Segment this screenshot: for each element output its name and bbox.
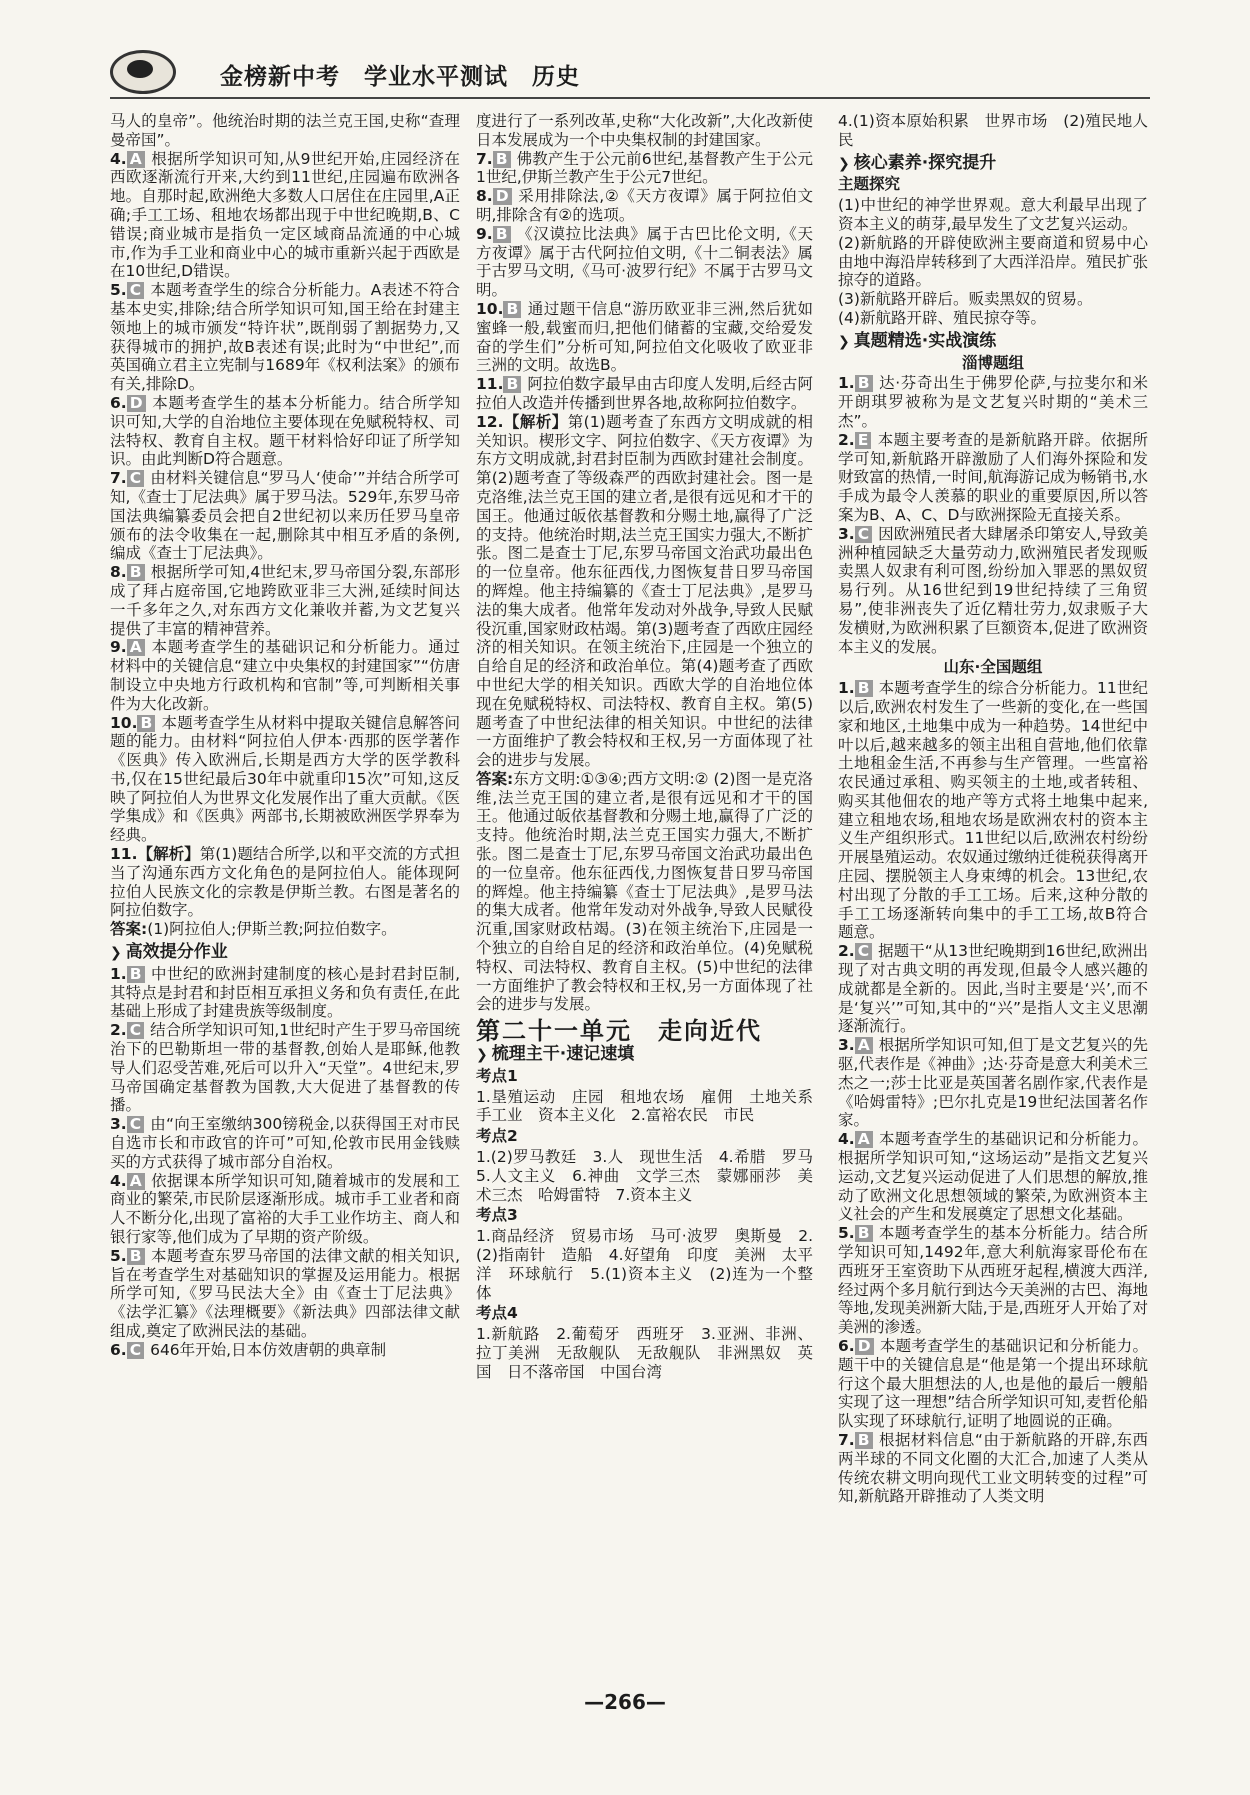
paragraph: 马人的皇帝”。他统治时期的法兰克王国,史称“查理曼帝国”。 (110, 112, 460, 149)
answer-item: 7. C 由材料关键信息“罗马人‘使命’”并结合所学可知,《查士丁尼法典》属于罗马法。529年,东罗马帝国法典编纂委员会把自2世纪初以来历任罗马皇帝颁布的法令收集在一起,删除其中相互矛盾的条例,编成《查士丁尼法典》。 (110, 469, 460, 563)
answer-item: 4. A 本题考查学生的基础识记和分析能力。根据所学知识可知,“这场运动”是指文艺复兴运动,文艺复兴运动促进了人们思想的解放,推动了欧洲文化思想领域的繁荣,为欧洲资本主义社会的产生和发展奠定了思想文化基础。 (838, 1130, 1148, 1224)
page-header (0, 0, 1250, 112)
paragraph: (2)新航路的开辟使欧洲主要商道和贸易中心由地中海沿岸转移到了大西洋沿岸。殖民扩张掠夺的道路。 (838, 233, 1149, 290)
answer-item: 2. C 结合所学知识可知,1世纪时产生于罗马帝国统治下的巴勒斯坦一带的基督教,创始人是耶稣,他教导人们忍受苦难,死后可以升入“天堂”。4世纪末,罗马帝国确定基督教为国教,大大促进了基督教的传播。 (110, 1021, 460, 1115)
paragraph: (1)中世纪的神学世界观。意大利最早出现了资本主义的萌芽,最早发生了文艺复兴运动。 (838, 196, 1148, 233)
publisher-logo (110, 50, 176, 94)
answer-item: 2. C 据题干“从13世纪晚期到16世纪,欧洲出现了对古典文明的再发现,但最令人感兴趣的成就都是全新的。因此,当时主要是‘兴’,而不是‘复兴’”可知,其中的“兴”是指人文主义思潮逐渐流行。 (838, 942, 1148, 1036)
answer-item: 9. B 《汉谟拉比法典》属于古巴比伦文明,《天方夜谭》属于古代阿拉伯文明,《十二铜表法》属于古罗马文明,《马可·波罗行纪》不属于古罗马文明。 (476, 224, 813, 300)
answer-item: 5. B 本题考查学生的基本分析能力。结合所学知识可知,1492年,意大利航海家哥伦布在西班牙王室资助下从西班牙起程,横渡大西洋,经过两个多月航行到达今天美洲的古巴、海地等地,发现美洲新大陆,于是,西班牙人开始了对美洲的渗透。 (838, 1224, 1149, 1337)
answer-item: 4. A 根据所学知识可知,从9世纪开始,庄园经济在西欧逐渐流行开来,大约到11世纪,庄园遍布欧洲各地。自那时起,欧洲绝大多数人口居住在庄园里,A正确;手工工场、租地农场都出现于中世纪晚期,B、C错误;商业城市是指负一定区域商品流通的中心城市,作为手工业和商业中心的城市重新兴起于西欧是在10世纪,D错误。 (110, 149, 460, 281)
subheading: 主题探究 (838, 175, 901, 194)
paragraph: (3)新航路开辟后。贩卖黑奴的贸易。 (838, 290, 1093, 309)
answer-item: 9. A 本题考查学生的基础识记和分析能力。通过材料中的关键信息“建立中央集权的封建国家”“仿唐制设立中央地方行政机构和官制”等,可判断相关事件为大化改新。 (110, 638, 460, 713)
answer-item: 4. A 依据课本所学知识可知,随着城市的发展和工商业的繁荣,市民阶层逐渐形成。城市手工业者和商人不断分化,出现了富裕的大手工业作坊主、商人和银行家等,他们成为了早期的资产阶级。 (110, 1171, 460, 1247)
answer-item: 1. B 中世纪的欧洲封建制度的核心是封君封臣制,其特点是封君和封臣相互承担义务和负有责任,在此基础上形成了封建贵族等级制度。 (110, 964, 460, 1021)
answer-item: 5. C 本题考查学生的综合分析能力。A表述不符合基本史实,排除;结合所学知识可知,国王给在封建主领地上的城市颁发“特许状”,既削弱了割据势力,又获得城市的拥护,故B表述有误;此时为“中世纪”,而英国确立君主立宪制与1689年《权利法案》的颁布有关,排除D。 (110, 281, 460, 394)
paragraph: 1.商品经济 贸易市场 马可·波罗 奥斯曼 2.(2)指南针 造船 4.好望角 印度 美洲 太平洋 环球航行 5.(1)资本主义 (2)连为一个整体 (476, 1227, 813, 1302)
answer-item: 1. B 本题考查学生的综合分析能力。11世纪以后,欧洲农村发生了一些新的变化,在一些国家和地区,土地集中成为一种趋势。14世纪中叶以后,越来越多的领主出租自营地,他们依靠土地租金生活,不再参与生产管理。一些富裕农民通过承租、购买领主的土地,或者转租、购买其他佃农的地产等方式将土地集中起来,建立租地农场,租地农场是欧洲农村的资本主义生产组织形式。11世纪以后,欧洲农村纷纷开展垦殖运动。农奴通过缴纳迁徙税获得离开庄园、摆脱领主人身束缚的机会。13世纪,农村出现了分散的手工工场。后来,这种分散的手工工场逐渐转向集中的手工工场,故B符合题意。 (838, 679, 1149, 942)
column-3 (838, 112, 1148, 1506)
answer-item: 2. E 本题主要考查的是新航路开辟。依据所学可知,新航路开辟激励了人们海外探险和发财致富的热情,一时间,航海游记成为畅销书,水手成为最令人羡慕的职业的重要原因,所以答案为B、A、C、D与欧洲探险无直接关系。 (838, 430, 1148, 524)
answer-item: 3. C 由“向王室缴纳300镑税金,以获得国王对市民自选市长和市政官的许可”可知,伦敦市民用金钱赎买的方式获得了城市部分自治权。 (110, 1115, 460, 1171)
answer-item: 3. A 根据所学知识可知,但丁是文艺复兴的先驱,代表作是《神曲》;达·芬奇是意大利美术三杰之一;莎士比亚是英国著名剧作家,代表作是《哈姆雷特》;巴尔扎克是19世纪法国著名作家。 (838, 1036, 1148, 1130)
header-divider (110, 97, 1150, 99)
topic-label: 考点1 (476, 1066, 518, 1085)
answer-item: 7. B 佛教产生于公元前6世纪,基督教产生于公元1世纪,伊斯兰教产生于公元7世纪。 (476, 149, 813, 187)
answer-item: 6. C 646年开始,日本仿效唐朝的典章制 (110, 1340, 387, 1359)
column-1 (110, 112, 460, 1360)
topic-label: 考点3 (476, 1206, 518, 1225)
column-2 (476, 112, 829, 1382)
answer-item: 8. D 采用排除法,②《天方夜谭》属于阿拉伯文明,排除含有②的选项。 (476, 187, 813, 224)
answer-item: 5. B 本题考查东罗马帝国的法律文献的相关知识,旨在考查学生对基础知识的掌握及运用能力。根据所学可知,《罗马民法大全》由《查士丁尼法典》《法学汇纂》《法理概要》《新法典》四部法律文献组成,奠定了欧洲民法的基础。 (110, 1246, 460, 1340)
page-number: —266— (584, 1690, 666, 1714)
answer-item: 10. B 本题考查学生从材料中提取关键信息解答问题的能力。由材料“阿拉伯人伊本·西那的医学著作《医典》传入欧洲后,长期是西方大学的医学教科书,仅在15世纪最后30年中就重印15次”可知,这反映了阿拉伯人为世界文化发展作出了重大贡献。《医学集成》和《医典》两部书,长期被欧洲医学界奉为经典。 (110, 713, 460, 845)
answer-item: 11. B 阿拉伯数字最早由古印度人发明,后经古阿拉伯人改造并传播到世界各地,故称阿拉伯数字。 (476, 375, 813, 412)
paragraph: 1.垦殖运动 庄园 租地农场 雇佣 土地关系 手工业 资本主义化 2.富裕农民 市民 (476, 1087, 829, 1125)
paragraph: 1.新航路 2.葡萄牙 西班牙 3.亚洲、非洲、拉丁美洲 无敌舰队 无敌舰队 非洲黑奴 英国 日不落帝国 中国台湾 (476, 1325, 813, 1381)
answer-item: 10. B 通过题干信息“游历欧亚非三洲,然后犹如蜜蜂一般,载蜜而归,把他们储蓄的宝藏,交给爱发奋的学生们”分析可知,阿拉伯文化吸收了欧亚非三洲的文明。故选B。 (476, 299, 813, 375)
topic-label: 考点2 (476, 1127, 518, 1146)
section-heading: ❯ 梳理主干·速记速填 (476, 1044, 635, 1065)
answer-item: 8. B 根据所学可知,4世纪末,罗马帝国分裂,东部形成了拜占庭帝国,它地跨欧亚非三大洲,延续时间达一千多年之久,对东西方文化兼收并蓄,为文艺复兴提供了丰富的精神营养。 (110, 563, 460, 638)
answer-item: 1. B 达·芬奇出生于佛罗伦萨,与拉斐尔和米开朗琪罗被称为是文艺复兴时期的“美术三杰”。 (838, 374, 1148, 430)
paragraph: 1.(2)罗马教廷 3.人 现世生活 4.希腊 罗马 5.人文主义 6.神曲 文学三杰 蒙娜丽莎 美术三杰 哈姆雷特 7.资本主义 (476, 1148, 829, 1204)
section-heading: ❯ 真题精选·实战演练 (838, 330, 997, 351)
unit-title: 第二十一单元 走向近代 (476, 1017, 762, 1046)
answer-item: 7. B 根据材料信息“由于新航路的开辟,东西两半球的不同文化圈的大汇合,加速了人类从传统农耕文明向现代工业文明转变的过程”可知,新航路开辟推动了人类文明 (838, 1430, 1148, 1506)
group-title: 淄博题组 (961, 353, 1024, 372)
answer-item: 12.【解析】第(1)题考查了东西方文明成就的相关知识。楔形文字、阿拉伯数字、《天方夜谭》为东方文明成就,封君封臣制为西欧封建社会制度。第(2)题考查了等级森严的西欧封建社会。图一是克洛维,法兰克王国的建立者,是很有远见和才干的国王。他通过皈依基督教和分赐土地,赢得了广泛的支持。他统治时期,法兰克王国实力强大,不断扩张。图二是查士丁尼,东罗马帝国文治武功最出色的一位皇帝。他东征西伐,力图恢复昔日罗马帝国的辉煌。他主持编纂的《查士丁尼法典》,是罗马法的集大成者。他常年发动对外战争,导致人民赋役沉重,国家财政枯竭。第(3)题考查了西欧庄园经济的相关知识。在领主统治下,庄园是一个独立的自给自足的经济和政治单位。第(4)题考查了西欧中世纪大学的相关知识。西欧大学的自治地位体现在免赋税特权、司法特权、教育自主权。第(5)题考查了中世纪法律的相关知识。中世纪的法律一方面维护了教会特权和王权,另一方面体现了社会的进步与发展。 答案:东方文明:①③④;西方文明:② (2)图一是克洛维,法兰克王国的建立者,是很有远见和才干的国王。他通过皈依基督教和分赐土地,赢得了广泛的支持。他统治时期,法兰克王国实力强大,不断扩张。图二是查士丁尼,东罗马帝国文治武功最出色的一位皇帝。他东征西伐,力图恢复昔日罗马帝国的辉煌。他主持编纂《查士丁尼法典》,是罗马法的集大成者。他常年发动对外战争,导致人民赋役沉重,国家财政枯竭。(3)在领主统治下,庄园是一个独立的自给自足的经济和政治单位。(4)免赋税特权、司法特权、教育自主权。(5)中世纪的法律一方面维护了教会特权和王权,另一方面体现了社会的进步与发展。 (476, 412, 813, 1014)
group-title: 山东·全国题组 (943, 658, 1043, 677)
header-title: 金榜新中考 学业水平测试 历史 (220, 64, 580, 90)
paragraph: 度进行了一系列改革,史称“大化改新”,大化改新使日本发展成为一个中央集权制的封建国家。 (476, 112, 813, 149)
answer-item: 11.【解析】第(1)题结合所学,以和平交流的方式担当了沟通东西方文化角色的是阿拉伯人。能体现阿拉伯人民族文化的宗教是伊斯兰教。右图是著名的阿拉伯数字。 答案:(1)阿拉伯人;伊斯兰教;阿拉伯数字。 (110, 845, 460, 939)
answer-item: 3. C 因欧洲殖民者大肆屠杀印第安人,导致美洲种植园缺乏大量劳动力,欧洲殖民者发现贩卖黑人奴隶有利可图,纷纷加入罪恶的黑奴贸易行列。从16世纪到19世纪持续了三角贸易”,使非洲丧失了近亿精壮劳力,奴隶贩子大发横财,为欧洲积累了巨额资本,促进了欧洲资本主义的发展。 (838, 524, 1148, 656)
answer-item: 6. D 本题考查学生的基础识记和分析能力。题干中的关键信息是“他是第一个提出环球航行这个最大胆想法的人,也是他的最后一艘船实现了这一理想”结合所学知识可知,麦哲伦船队实现了环球航行,证明了地圆说的正确。 (838, 1337, 1148, 1431)
section-heading: ❯ 核心素养·探究提升 (838, 152, 997, 173)
section-heading: ❯ 高效提分作业 (110, 942, 228, 963)
topic-label: 考点4 (476, 1304, 518, 1323)
paragraph: 4.(1)资本原始积累 世界市场 (2)殖民地人民 (838, 112, 1148, 149)
paragraph: (4)新航路开辟、殖民掠夺等。 (838, 308, 1046, 327)
answer-item: 6. D 本题考查学生的基本分析能力。结合所学知识可知,大学的自治地位主要体现在免赋税特权、司法特权、教育自主权。题干材料恰好印证了所学知识。由此判断D符合题意。 (110, 393, 460, 469)
